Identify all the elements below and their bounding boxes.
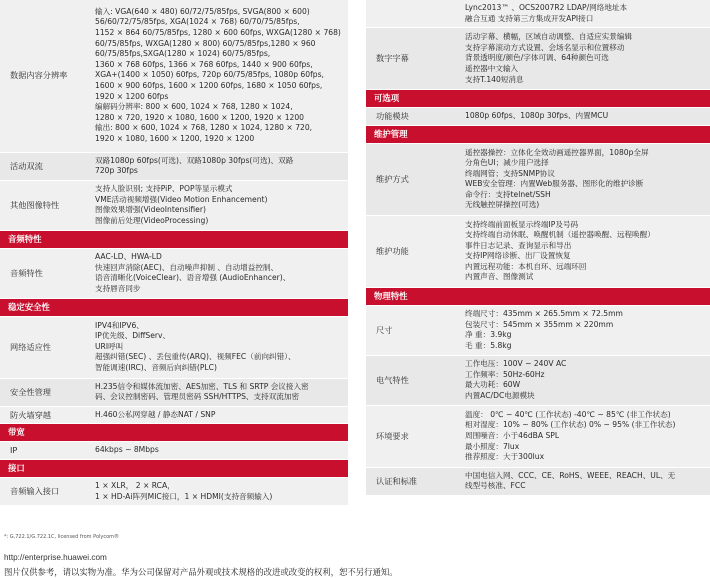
spec-row xyxy=(0,406,348,424)
spec-value-line: 最大功耗：60W xyxy=(465,380,521,390)
section-title: 维护管理 xyxy=(366,125,710,143)
section-header xyxy=(0,230,348,248)
spec-value-line: 无线触控屏操控(可选) xyxy=(465,200,540,210)
spec-label: IP xyxy=(0,442,91,460)
spec-label: 电气特性 xyxy=(366,355,461,405)
spec-value-line: 双路1080p 60fps(可选)、双路1080p 30fps(可选)、双路 xyxy=(95,155,294,165)
spec-value-line: H.235信令和媒体流加密、AES加密、TLS 和 SRTP 会议接入密 xyxy=(95,381,309,391)
spec-value-line: 720p 30fps xyxy=(95,166,138,176)
spec-value-line: URI呼叫 xyxy=(95,341,124,351)
spec-value-line: 命令行：支持telnet/SSH xyxy=(465,189,551,199)
spec-table-left xyxy=(0,0,348,506)
spec-value xyxy=(461,305,710,355)
spec-value-line: 活动字幕、横幅，区域自动调整、自适应实景编辑 xyxy=(465,32,633,42)
footnote: *: G.722.1/G.722.1C, licensed from Polycom® xyxy=(4,534,120,540)
spec-value-line: 语音清晰化(VoiceClear)、语音增强 (AudioEnhancer)、 xyxy=(95,273,291,283)
section-header xyxy=(366,125,710,143)
spec-row xyxy=(366,108,710,126)
spec-value-line: 最小照度：7lux xyxy=(465,441,520,451)
spec-value xyxy=(461,467,710,495)
spec-value-line: 温度： 0℃ ~ 40℃ (工作状态) -40℃ ~ 85℃ (非工作状态) xyxy=(465,409,671,419)
spec-label: 防火墙穿越 xyxy=(0,406,91,424)
spec-value-line: 包装尺寸：545mm × 355mm × 220mm xyxy=(465,319,614,329)
spec-value-line: VME活动视频增强(Video Motion Enhancement) xyxy=(95,194,268,204)
spec-value-line: 1360 × 768 60fps, 1366 × 768 60fps, 1440 × 900 60fps, xyxy=(95,59,313,69)
spec-value xyxy=(461,143,710,215)
spec-label: 数字字幕 xyxy=(366,28,461,90)
spec-row xyxy=(366,405,710,467)
spec-value-line: 64kbps ~ 8Mbps xyxy=(95,445,159,455)
spec-value xyxy=(461,0,710,28)
spec-value xyxy=(91,248,348,298)
spec-row xyxy=(366,28,710,90)
section-header xyxy=(366,90,710,108)
spec-label: 功能模块 xyxy=(366,108,461,126)
spec-value-line: IP优先级、DiffServ、 xyxy=(95,331,171,341)
spec-label: 维护方式 xyxy=(366,143,461,215)
spec-value-line: 终端网管；支持SNMP协议 xyxy=(465,168,555,178)
spec-value-line: 支持终端自动休眠、唤醒机制（遥控器唤醒、远程唤醒） xyxy=(465,230,655,240)
spec-value xyxy=(91,378,348,406)
spec-value-line: 支持终端前面板显示终端IP及号码 xyxy=(465,219,579,229)
spec-value-line: 相对湿度：10% ~ 80% (工作状态) 0% ~ 95% (非工作状态) xyxy=(465,420,676,430)
spec-label: 音频特性 xyxy=(0,248,91,298)
spec-row xyxy=(0,0,348,152)
spec-value-line: 线型号核准、FCC xyxy=(465,481,526,491)
spec-row xyxy=(0,478,348,506)
spec-value xyxy=(461,405,710,467)
spec-row xyxy=(366,467,710,495)
spec-value-line: 背景透明度/颜色/字体可调、64种颜色可选 xyxy=(465,53,609,63)
spec-value xyxy=(461,108,710,126)
section-header xyxy=(0,424,348,442)
spec-row xyxy=(0,180,348,230)
spec-value-line: 支持T.140短消息 xyxy=(465,74,524,84)
spec-value-line: 码、会议控制密码、管理员密码 SSH/HTTPS、支持双流加密 xyxy=(95,392,300,402)
spec-value-line: 内置远程功能：本机自环、远端环回 xyxy=(465,261,587,271)
spec-label: 认证和标准 xyxy=(366,467,461,495)
spec-table-right xyxy=(366,0,710,496)
spec-value-line: 智能调速(IRC)、音频后向纠错(PLC) xyxy=(95,363,217,373)
spec-value-line: 遥控器中文输入 xyxy=(465,63,519,73)
spec-row xyxy=(0,442,348,460)
spec-value-line: 工作频率：50Hz-60Hz xyxy=(465,369,545,379)
spec-value xyxy=(91,478,348,506)
spec-label: 尺寸 xyxy=(366,305,461,355)
section-title: 带宽 xyxy=(0,424,348,442)
spec-value-line: 净 重：3.9kg xyxy=(465,330,512,340)
spec-value-line: 支持唇音同步 xyxy=(95,283,141,293)
spec-row xyxy=(0,152,348,180)
spec-value-line: 内置声音、图像测试 xyxy=(465,272,534,282)
spec-row xyxy=(366,215,710,287)
spec-value-line: H.460公私网穿越 / 静态NAT / SNP xyxy=(95,409,216,419)
section-header xyxy=(0,460,348,478)
spec-value-line: 1280 × 720, 1920 × 1080, 1600 × 1200, 1920 × 1200 xyxy=(95,112,305,122)
section-header xyxy=(0,298,348,316)
spec-value-line: 1920 × 1080, 1600 × 1200, 1920 × 1200 xyxy=(95,134,255,144)
section-header xyxy=(366,287,710,305)
spec-value xyxy=(91,0,348,152)
spec-value-line: 超强纠错(SEC) 、丢包重传(ARQ)、视频FEC（前向纠错）、 xyxy=(95,352,296,362)
spec-row xyxy=(366,0,710,28)
spec-value-line: Lync2013™ 、OCS2007R2 LDAP/网络地址本 xyxy=(465,3,628,12)
section-title: 接口 xyxy=(0,460,348,478)
website-url[interactable]: http://enterprise.huawei.com xyxy=(4,553,107,562)
spec-value-line: 终端尺寸：435mm × 265.5mm × 72.5mm xyxy=(465,309,623,319)
spec-value-line: 输入: VGA(640 × 480) 60/72/75/85fps, SVGA(800 × 600) xyxy=(95,6,310,16)
spec-value-line: 快速回声消除(AEC)、自动噪声抑制 、自动增益控制、 xyxy=(95,262,279,272)
spec-value-line: 支持人脸识别; 支持PiP、POP等显示模式 xyxy=(95,184,233,193)
spec-value-line: 1080p 60fps、1080p 30fps、内置MCU xyxy=(465,111,609,121)
spec-value-line: 编解码分辨率: 800 × 600, 1024 × 768, 1280 × 1024, xyxy=(95,102,293,112)
section-title: 物理特性 xyxy=(366,287,710,305)
spec-value-line: 输出: 800 × 600, 1024 × 768, 1280 × 1024, 1280 × 720, xyxy=(95,123,313,133)
spec-value-line: 支持IP网络诊断、出厂设置恢复 xyxy=(465,251,571,261)
spec-value-line: IPV4和IPV6、 xyxy=(95,320,144,330)
spec-value-line: 60/75/85fps,SXGA(1280 × 1024) 60/75/85fps, xyxy=(95,49,271,59)
spec-value-line: 中国电信入网、CCC、CE、RoHS、WEEE、REACH、UL、无 xyxy=(465,470,676,480)
spec-value-line: 推荐照度：大于300lux xyxy=(465,452,545,462)
spec-value-line: 工作电压：100V ~ 240V AC xyxy=(465,359,567,369)
spec-label: 环境要求 xyxy=(366,405,461,467)
spec-value xyxy=(461,215,710,287)
spec-value-line: 遥控器操控：立体化全效动画遥控器界面，1080p全屏 xyxy=(465,147,649,157)
spec-value xyxy=(91,406,348,424)
spec-value-line: 事件日志记录、查询显示和导出 xyxy=(465,240,572,250)
spec-value-line: WEB安全管理：内置Web服务器、图形化的维护诊断 xyxy=(465,179,644,189)
spec-label xyxy=(366,0,461,28)
spec-value xyxy=(91,316,348,378)
spec-value-line: 56/60/72/75/85fps, XGA(1024 × 768) 60/70/75/85fps, xyxy=(95,17,300,27)
spec-label: 网络适应性 xyxy=(0,316,91,378)
section-title: 稳定安全性 xyxy=(0,298,348,316)
spec-row xyxy=(0,316,348,378)
spec-value-line: 1600 × 900 60fps, 1600 × 1200 60fps, 1680 × 1050 60fps, xyxy=(95,81,323,91)
spec-value-line: 周围噪音：小于46dBA SPL xyxy=(465,430,560,440)
spec-value-line: 支持字幕滚动方式设置、会场名显示和位置移动 xyxy=(465,42,625,52)
spec-label: 其他图像特性 xyxy=(0,180,91,230)
spec-value-line: 分角色UI；减少用户选择 xyxy=(465,158,549,168)
spec-label: 活动双流 xyxy=(0,152,91,180)
spec-value xyxy=(91,152,348,180)
spec-value-line: 1152 × 864 60/75/85fps, 1280 × 600 60fps, WXGA(1280 × 768) xyxy=(95,28,341,38)
spec-row xyxy=(366,305,710,355)
spec-value-line: XGA+(1400 × 1050) 60fps, 720p 60/75/85fps, 1080p 60fps, xyxy=(95,70,324,80)
spec-label: 音频输入接口 xyxy=(0,478,91,506)
spec-value-line: 图像效果增强(VideoIntensifier) xyxy=(95,205,206,215)
spec-label: 维护功能 xyxy=(366,215,461,287)
spec-value xyxy=(461,28,710,90)
spec-row xyxy=(366,143,710,215)
spec-row xyxy=(0,248,348,298)
disclaimer: 图片仅供参考，请以实物为准。华为公司保留对产品外观或技术规格的改进或改变的权利，恕不另行通知。 xyxy=(4,567,398,577)
spec-row xyxy=(366,355,710,405)
spec-value-line: 1920 × 1200 60fps xyxy=(95,91,169,101)
spec-value-line: 1 × XLR， 2 × RCA， xyxy=(95,481,175,491)
spec-value-line: 60/75/85fps, WXGA(1280 × 800) 60/75/85fps,1280 × 960 xyxy=(95,38,316,48)
spec-value-line: 毛 重：5.8kg xyxy=(465,340,512,350)
spec-value-line: 内置AC/DC电源模块 xyxy=(465,390,535,400)
spec-value xyxy=(461,355,710,405)
spec-value xyxy=(91,180,348,230)
section-title: 音频特性 xyxy=(0,230,348,248)
spec-value-line: 图像前后处理(VideoProcessing) xyxy=(95,215,209,225)
spec-row xyxy=(0,378,348,406)
section-title: 可选项 xyxy=(366,90,710,108)
spec-value-line: 融合互通 支持第三方集成开发API接口 xyxy=(465,13,594,23)
spec-value-line: AAC-LD、HWA-LD xyxy=(95,252,162,261)
spec-value-line: 1 × HD-Ai阵列MIC接口，1 × HDMI(支持音频输入) xyxy=(95,491,273,501)
spec-value xyxy=(91,442,348,460)
spec-label: 数据内容分辨率 xyxy=(0,0,91,152)
spec-label: 安全性管理 xyxy=(0,378,91,406)
